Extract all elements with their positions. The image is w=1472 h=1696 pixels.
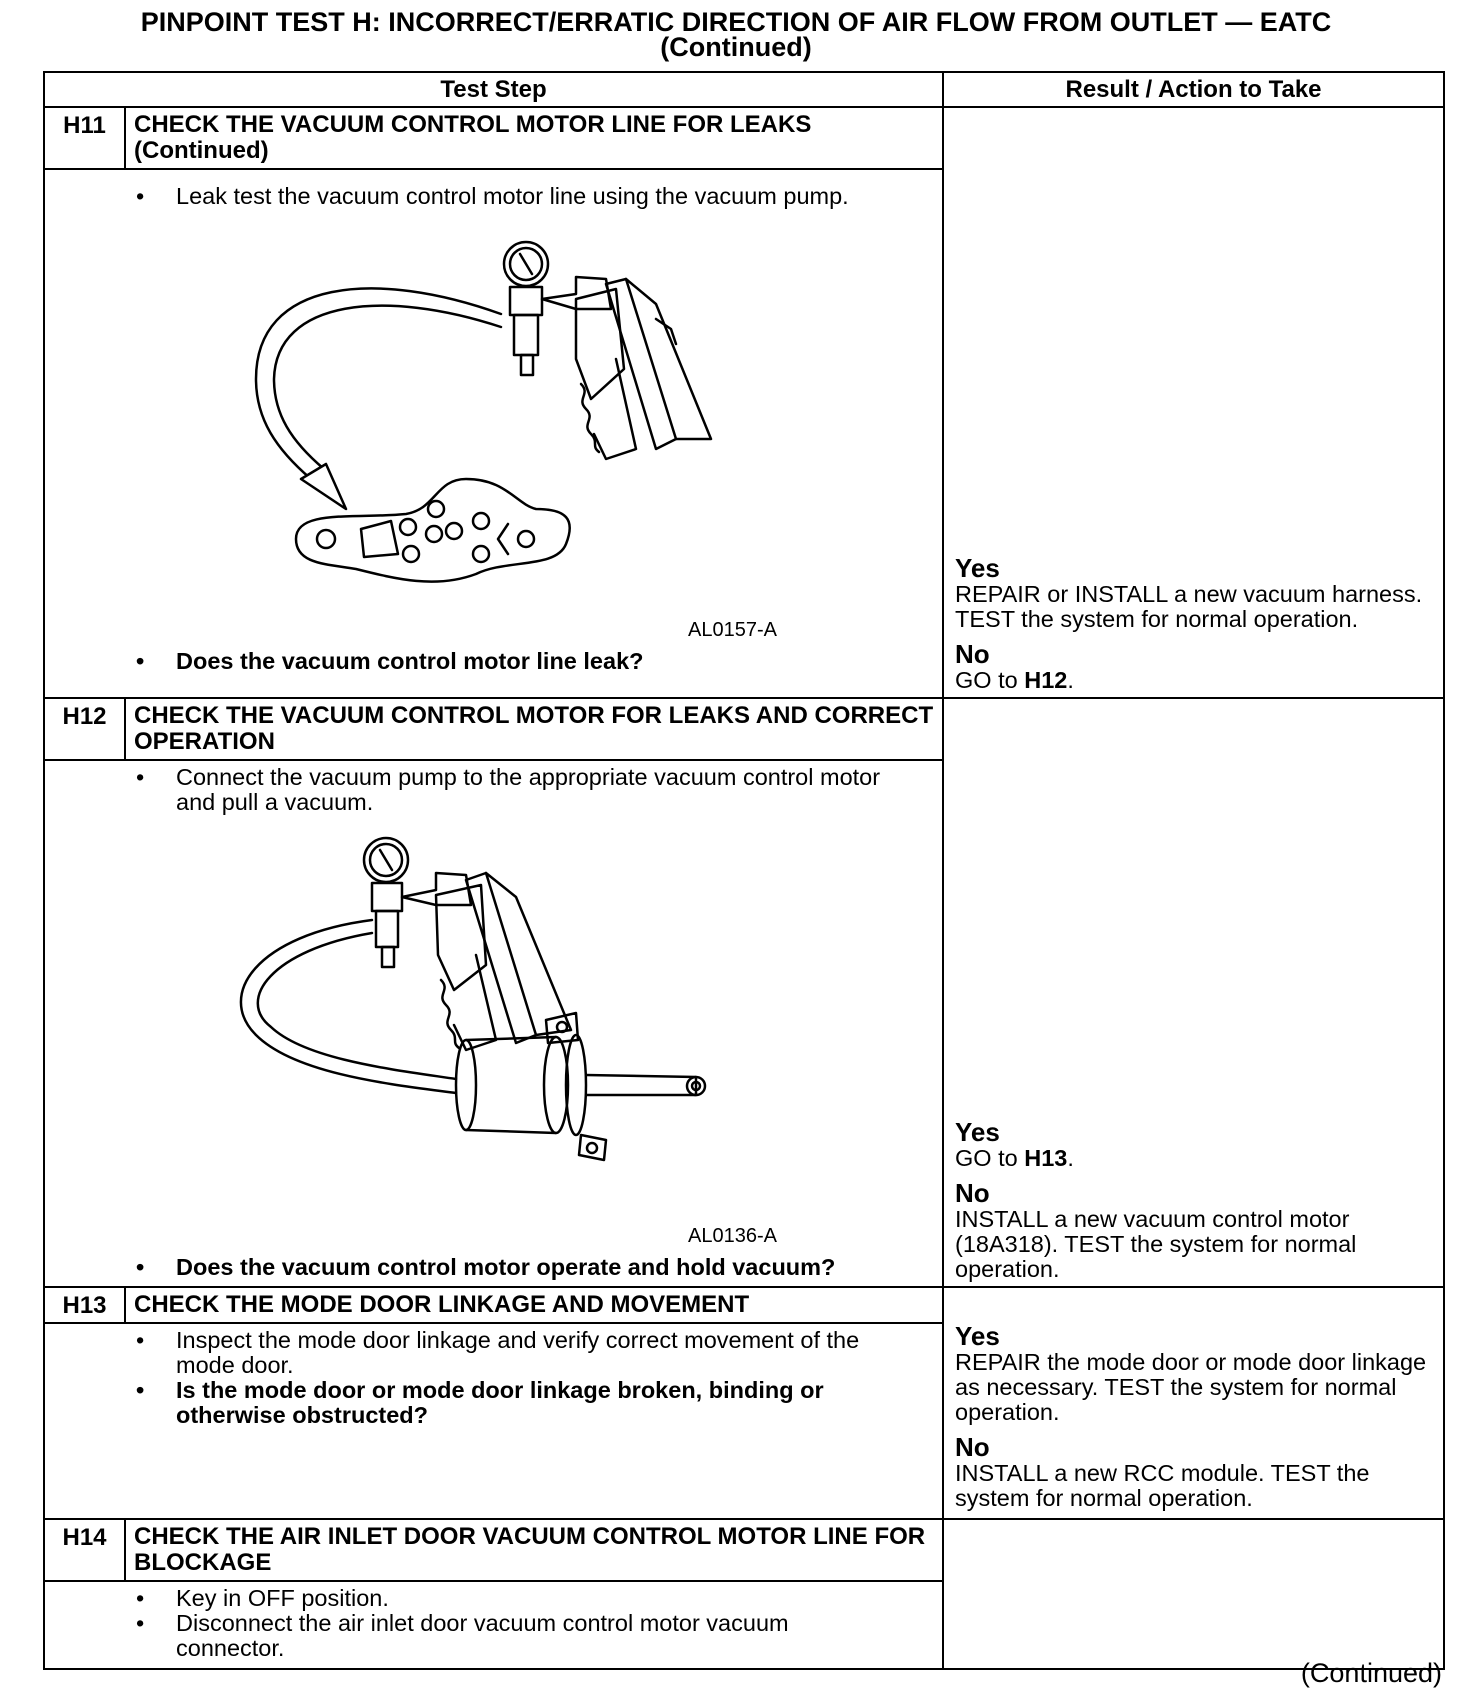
step-title-h13: CHECK THE MODE DOOR LINKAGE AND MOVEMENT — [125, 1287, 943, 1323]
result-h13 — [943, 1287, 1444, 1519]
figure-caption-h11: AL0157-A — [688, 619, 777, 641]
step-title-h11: CHECK THE VACUUM CONTROL MOTOR LINE FOR LEAKS (Continued) — [125, 107, 943, 169]
step-h12-bullet-1: • Connect the vacuum pump to the appropriate vacuum control motor and pull a vacuum. — [136, 765, 896, 815]
vacuum-pump-line-illustration — [136, 209, 856, 619]
result-h13-yes-text: REPAIR the mode door or mode door linkage as necessary. TEST the system for normal operation. — [955, 1349, 1427, 1425]
step-h11-question: • Does the vacuum control motor line leak? — [136, 649, 932, 674]
result-h11-no: No — [955, 639, 990, 669]
result-h13-yes: Yes — [955, 1321, 1000, 1351]
step-h13-bullet-1: • Inspect the mode door linkage and verify correct movement of the mode door. — [136, 1328, 896, 1378]
step-number-h13: H13 — [44, 1287, 125, 1323]
result-h12-yes: Yes — [955, 1117, 1000, 1147]
result-h11-yes: Yes — [955, 553, 1000, 583]
step-h13-bullet-2: • Is the mode door or mode door linkage broken, binding or otherwise obstructed? — [136, 1378, 896, 1428]
step-link-h13: H13 — [1024, 1145, 1068, 1171]
header-test-step: Test Step — [44, 72, 943, 107]
result-h12-no: No — [955, 1178, 990, 1208]
result-h12-no-text: INSTALL a new vacuum control motor (18A318). TEST the system for normal operation. — [955, 1206, 1357, 1282]
step-number-h11: H11 — [44, 107, 125, 169]
step-h14-bullet-2: • Disconnect the air inlet door vacuum control motor vacuum connector. — [136, 1611, 866, 1661]
result-h11 — [943, 107, 1444, 698]
result-h13-no: No — [955, 1432, 990, 1462]
step-h14-bullet-1: • Key in OFF position. — [136, 1586, 932, 1611]
result-h12-yes-text: GO to H13. — [955, 1145, 1074, 1171]
pinpoint-test-table — [43, 71, 1445, 1670]
result-h14 — [943, 1519, 1444, 1669]
header-result: Result / Action to Take — [943, 72, 1444, 107]
step-h12-question: • Does the vacuum control motor operate and hold vacuum? — [136, 1255, 932, 1280]
step-title-h14: CHECK THE AIR INLET DOOR VACUUM CONTROL MOTOR LINE FOR BLOCKAGE — [125, 1519, 943, 1581]
step-body-h14 — [44, 1581, 943, 1669]
step-title-h12: CHECK THE VACUUM CONTROL MOTOR FOR LEAKS AND CORRECT OPERATION — [125, 698, 943, 760]
step-body-h11 — [44, 169, 943, 698]
page-subtitle: (Continued) — [660, 32, 812, 62]
step-number-h12: H12 — [44, 698, 125, 760]
page-title: PINPOINT TEST H: INCORRECT/ERRATIC DIRECTION OF AIR FLOW FROM OUTLET — EATC — [140, 7, 1332, 37]
step-body-h13 — [44, 1323, 943, 1519]
result-h12 — [943, 698, 1444, 1287]
step-body-h12 — [44, 760, 943, 1287]
figure-vacuum-pump-line — [136, 209, 932, 649]
result-h13-no-text: INSTALL a new RCC module. TEST the system for normal operation. — [955, 1460, 1370, 1511]
result-h11-yes-text: REPAIR or INSTALL a new vacuum harness. TEST the system for normal operation. — [955, 581, 1423, 632]
result-h11-no-text: GO to H12. — [955, 667, 1074, 693]
step-h11-bullet-1: • Leak test the vacuum control motor line using the vacuum pump. — [136, 184, 866, 209]
figure-caption-h12: AL0136-A — [688, 1225, 777, 1247]
figure-vacuum-motor-test — [136, 815, 932, 1255]
continued-footer: (Continued) — [1300, 1658, 1442, 1688]
step-number-h14: H14 — [44, 1519, 125, 1581]
step-link-h12: H12 — [1024, 667, 1068, 693]
vacuum-motor-illustration — [136, 815, 856, 1225]
